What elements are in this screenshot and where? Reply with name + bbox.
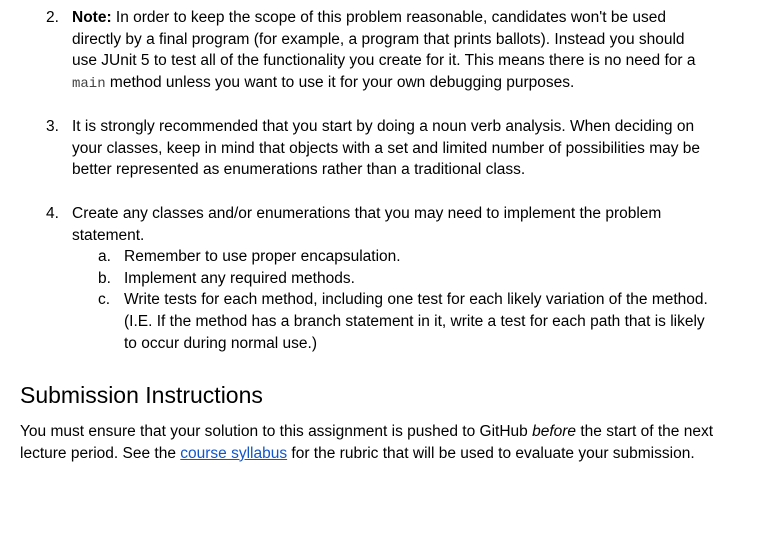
course-syllabus-link[interactable]: course syllabus xyxy=(180,444,288,462)
list-item-text: It is strongly recommended that you start by doing a noun verb analysis. When deciding on your classes, keep in mind that objects with a set and limited number of possibilities may be better represented as enumerations rather than a traditional class. xyxy=(72,118,701,179)
submission-text-1: You must ensure that your solution to this assignment is pushed to GitHub xyxy=(20,423,533,440)
list-item-text xyxy=(72,7,712,96)
note-text-2: method unless you want to use it for your own debugging purposes. xyxy=(105,74,575,92)
sub-list-item-b xyxy=(0,268,765,290)
sub-list-text: Remember to use proper encapsulation. xyxy=(124,248,401,265)
list-number: 4. xyxy=(46,205,59,222)
sub-list-text: Implement any required methods. xyxy=(124,269,355,287)
sub-list xyxy=(0,246,765,352)
submission-text-3: for the rubric that will be used to evaluate your submission. xyxy=(287,444,695,462)
emphasis-before: before xyxy=(532,423,577,440)
note-text-1: In order to keep the scope of this problem reasonable, candidates won't be used directly by a final program (for example, a program that prints ballots). Instead you should use JUnit 5 to test all of the functionality you create for it. This means there is no need for a xyxy=(72,9,696,70)
sub-list-letter: c. xyxy=(98,291,111,309)
inline-code-main: main xyxy=(72,76,106,93)
sub-list-item-c xyxy=(0,289,765,352)
submission-text-2: the start of the next lecture period. See the xyxy=(20,423,714,462)
submission-paragraph xyxy=(20,421,720,464)
note-label: Note: xyxy=(72,9,112,26)
sub-list-letter: a. xyxy=(98,248,111,265)
list-number: 2. xyxy=(46,9,59,26)
sub-list-letter: b. xyxy=(98,269,111,287)
list-item-text: Create any classes and/or enumerations that you may need to implement the problem statement. xyxy=(72,205,662,244)
list-number: 3. xyxy=(46,118,59,135)
section-heading: Submission Instructions xyxy=(20,382,263,408)
sub-list-text: Write tests for each method, including one test for each likely variation of the method. (I.E. If the method has a branch statement in it, write a test for each path that is likely to occur during normal use.) xyxy=(124,291,708,352)
sub-list-item-a xyxy=(0,246,765,268)
